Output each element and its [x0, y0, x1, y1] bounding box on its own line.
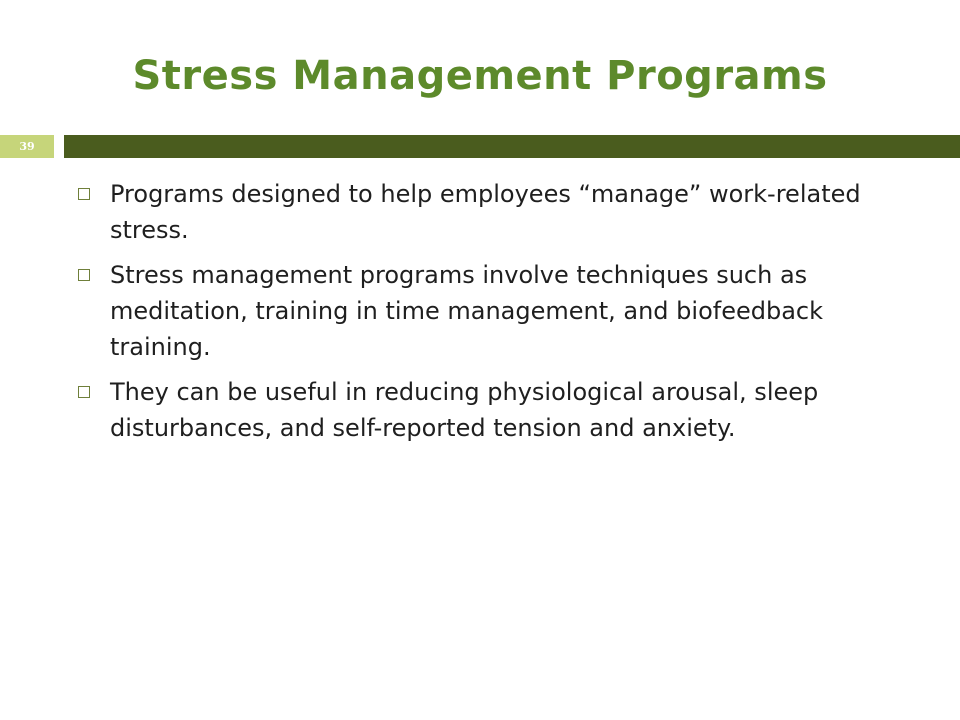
slide-title: Stress Management Programs	[132, 53, 828, 99]
bullet-item	[0, 176, 960, 248]
bullet-item	[0, 374, 960, 446]
bullet-text: Stress management programs involve techniques such as meditation, training in time management, and biofeedback training.	[110, 261, 824, 361]
bullet-text: They can be useful in reducing physiological arousal, sleep disturbances, and self-reported tension and anxiety.	[110, 378, 819, 442]
slide-number-badge	[0, 135, 54, 158]
bullet-item	[0, 257, 960, 365]
bullet-list	[0, 176, 960, 455]
bullet-text: Programs designed to help employees “manage” work-related stress.	[110, 180, 861, 244]
slide-number: 39	[19, 140, 35, 153]
hollow-square-bullet-icon	[78, 386, 90, 398]
hollow-square-bullet-icon	[78, 269, 90, 281]
hollow-square-bullet-icon	[78, 188, 90, 200]
header-rule-bar	[64, 135, 960, 158]
